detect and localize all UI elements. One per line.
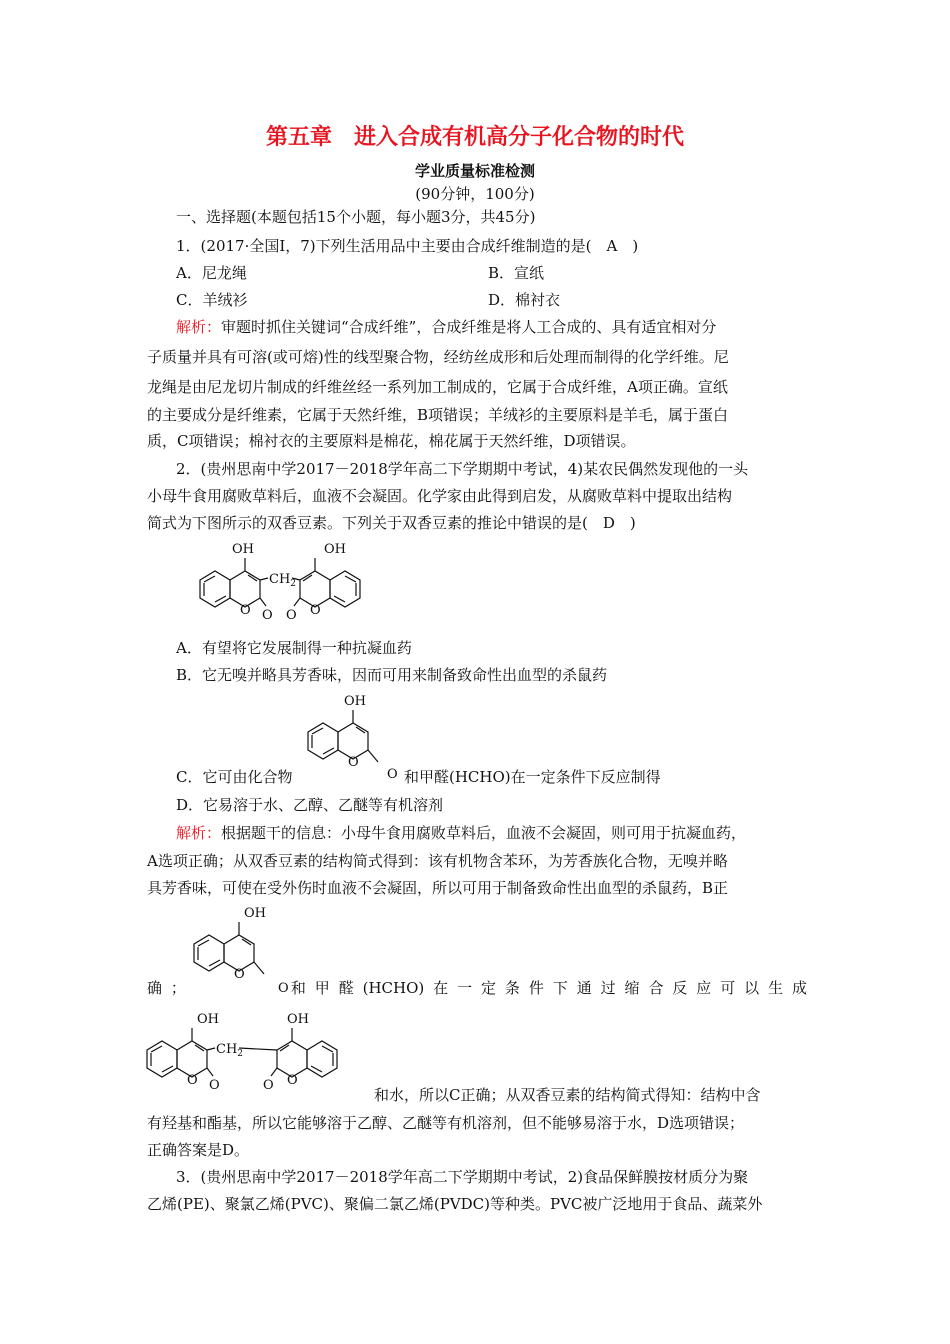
- analysis-word: 在: [433, 979, 449, 997]
- carbonyl-o-label: O: [278, 981, 289, 992]
- q1-option-a: A．尼龙绳: [176, 264, 247, 282]
- analysis-word: 和: [290, 979, 306, 997]
- analysis-word: 应: [696, 979, 712, 997]
- carbonyl-o-label: O: [262, 608, 273, 623]
- carbonyl-o-label: O: [286, 608, 297, 623]
- carbonyl-o-label: O: [387, 767, 398, 780]
- q3-stem-line1: 3．(贵州思南中学2017－2018学年高二下学期期中考试，2)食品保鲜膜按材质分为聚: [176, 1168, 749, 1186]
- q2-analysis-line2: A选项正确；从双香豆素的结构简式得到：该有机物含苯环，为芳香族化合物，无嗅并略: [147, 852, 728, 870]
- q2-analysis-line1: [176, 823, 746, 843]
- analysis-word: 甲: [314, 979, 330, 997]
- time-score-note: (90分钟，100分): [415, 185, 535, 203]
- analysis-word: 件: [528, 979, 544, 997]
- dicoumarol-structure-2: [137, 1008, 367, 1100]
- oh-label: OH: [324, 542, 346, 557]
- q2-option-b: B．它无嗅并略具芳香味，因而可用来制备致命性出血型的杀鼠药: [176, 666, 608, 684]
- analysis-word: 成: [791, 979, 807, 997]
- analysis-word: ；: [170, 979, 186, 997]
- dicoumarol-structure: [170, 538, 390, 630]
- ch2-label: $CH_2$: [216, 1042, 244, 1059]
- oh-label: OH: [287, 1012, 309, 1027]
- analysis-label: 解析：: [176, 318, 222, 336]
- analysis-word: 缩: [624, 979, 640, 997]
- q1-option-c: C．羊绒衫: [176, 291, 248, 309]
- test-subtitle: 学业质量标准检测: [414, 162, 535, 180]
- oh-label: OH: [232, 542, 254, 557]
- q1-analysis-line1: [176, 317, 716, 337]
- q2-analysis-line7: 正确答案是D。: [147, 1141, 250, 1159]
- q1-stem: 1．(2017·全国Ⅰ，7)下列生活用品中主要由合成纤维制造的是( A ): [176, 237, 639, 255]
- analysis-label: 解析：: [176, 824, 222, 842]
- analysis-word: 可: [720, 979, 736, 997]
- o-label: O: [187, 1073, 198, 1088]
- oh-label: OH: [344, 694, 366, 709]
- o-label: O: [287, 1073, 298, 1088]
- q2-stem-line2: 小母牛食用腐败草料后，血液不会凝固。化学家由此得到启发，从腐败草料中提取出结构: [147, 487, 733, 505]
- oh-label: OH: [197, 1012, 219, 1027]
- analysis-word: 生: [768, 979, 784, 997]
- section-heading: 一、选择题(本题包括15个小题，每小题3分，共45分): [176, 208, 536, 226]
- q3-stem-line2: 乙烯(PE)、聚氯乙烯(PVC)、聚偏二氯乙烯(PVDC)等种类。PVC被广泛地用于食品、蔬菜外: [147, 1195, 763, 1213]
- q1-analysis-line5: 质，C项错误；棉衬衣的主要原料是棉花，棉花属于天然纤维，D项错误。: [147, 432, 636, 450]
- ch2-label: $CH_2$: [269, 572, 297, 589]
- analysis-word: 定: [481, 979, 497, 997]
- carbonyl-o-label: O: [209, 1078, 220, 1093]
- o-label: O: [310, 603, 321, 618]
- q2-stem-line1: 2．(贵州思南中学2017－2018学年高二下学期期中考试，4)某农民偶然发现他的一头: [176, 460, 749, 478]
- q2-option-c-pre: C．它可由化合物: [176, 768, 293, 786]
- analysis-word: 一: [457, 979, 473, 997]
- q2-option-d: D．它易溶于水、乙醇、乙醚等有机溶剂: [176, 796, 444, 814]
- o-label: O: [348, 755, 359, 770]
- q1-option-d: D．棉衬衣: [488, 291, 561, 309]
- analysis-text: 审题时抓住关键词“合成纤维”，合成纤维是将人工合成的、具有适宜相对分: [221, 318, 717, 336]
- analysis-word: 以: [744, 979, 760, 997]
- analysis-word: 合: [648, 979, 664, 997]
- hydroxycoumarin-structure: [298, 690, 408, 780]
- analysis-word: (HCHO): [362, 979, 425, 997]
- analysis-word: 反: [672, 979, 688, 997]
- q2-option-a: A．有望将它发展制得一种抗凝血药: [176, 639, 412, 657]
- analysis-word: 下: [552, 979, 568, 997]
- q1-analysis-line4: 的主要成分是纤维素，它属于天然纤维，B项错误；羊绒衫的主要原料是羊毛，属于蛋白: [147, 406, 729, 424]
- o-label: O: [234, 967, 245, 982]
- q2-stem-line3: 简式为下图所示的双香豆素。下列关于双香豆素的推论中错误的是( D ): [147, 514, 636, 532]
- analysis-word: 条: [504, 979, 520, 997]
- q2-analysis-line5: 和水，所以C正确；从双香豆素的结构简式得知：结构中含: [374, 1086, 761, 1104]
- q1-analysis-line2: 子质量并具有可溶(或可熔)性的线型聚合物，经纺丝成形和后处理而制得的化学纤维。尼: [147, 348, 729, 366]
- q2-option-c-post: 和甲醛(HCHO)在一定条件下反应制得: [404, 768, 661, 786]
- q2-analysis-line4: [147, 978, 807, 998]
- q2-analysis-line3: 具芳香味，可使在受外伤时血液不会凝固，所以可用于制备致命性出血型的杀鼠药，B正: [147, 879, 729, 897]
- analysis-word: 确: [147, 979, 163, 997]
- analysis-word: 通: [576, 979, 592, 997]
- q2-analysis-line6: 有羟基和酯基，所以它能够溶于乙醇、乙醚等有机溶剂，但不能够易溶于水，D选项错误；: [147, 1114, 745, 1132]
- q1-option-b: B．宣纸: [488, 264, 545, 282]
- q1-analysis-line3: 龙绳是由尼龙切片制成的纤维丝经一系列加工制成的，它属于合成纤维，A项正确。宣纸: [147, 378, 728, 396]
- chapter-title: 第五章 进入合成有机高分子化合物的时代: [265, 125, 684, 150]
- oh-label: OH: [244, 906, 266, 921]
- analysis-word: 过: [600, 979, 616, 997]
- o-label: O: [240, 603, 251, 618]
- carbonyl-o-label: O: [263, 1078, 274, 1093]
- analysis-text: 根据题干的信息：小母牛食用腐败草料后，血液不会凝固，则可用于抗凝血药，: [221, 824, 747, 842]
- analysis-word: 醛: [338, 979, 354, 997]
